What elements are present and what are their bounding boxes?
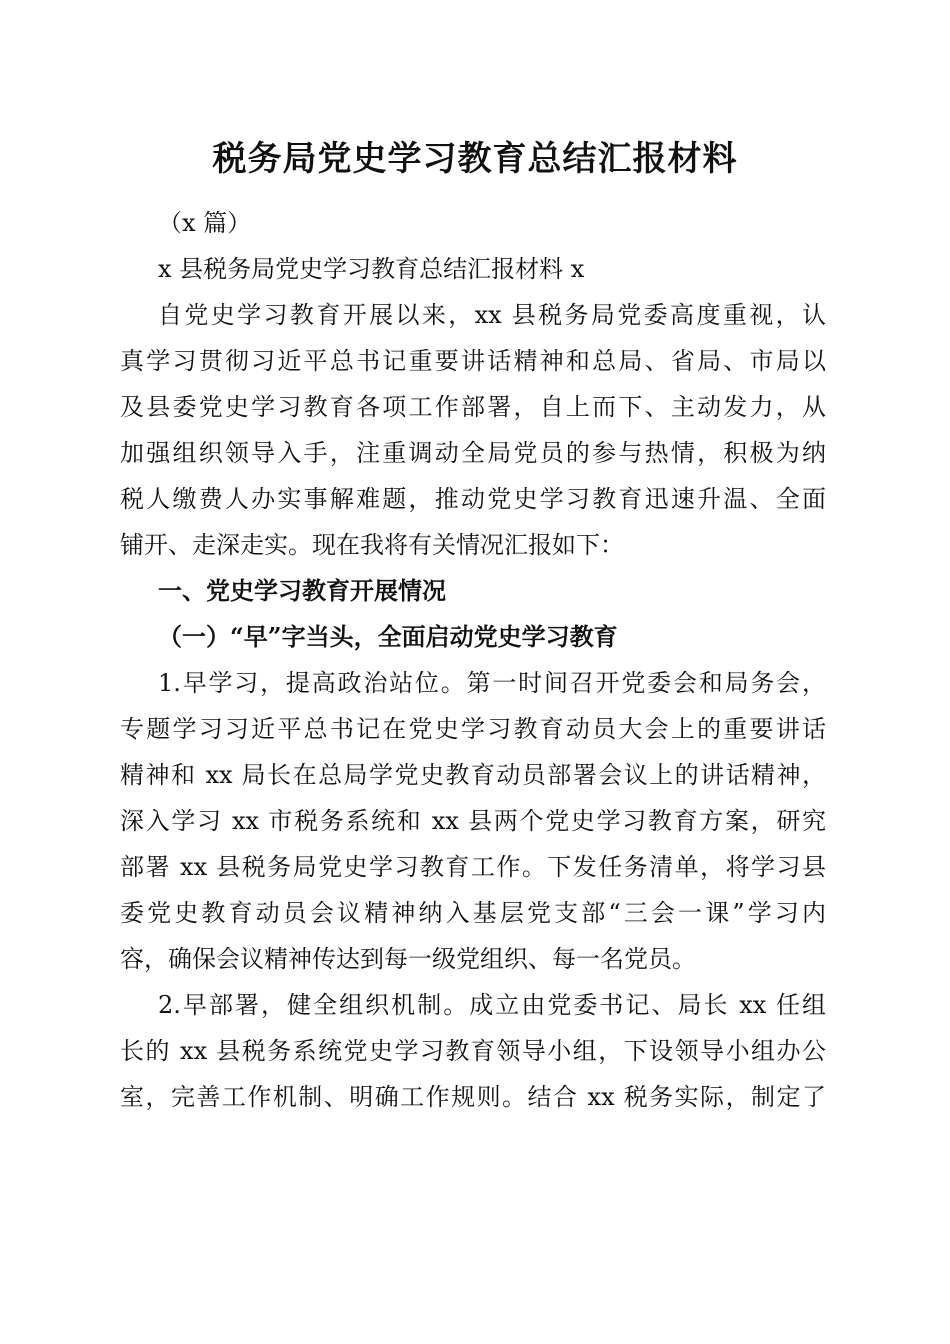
paragraph-line: 委党史教育动员会议精神纳入基层党支部“三会一课”学习内 <box>120 899 826 927</box>
paragraph-line: 室，完善工作机制、明确工作规则。结合 xx 税务实际，制定了 <box>120 1083 826 1111</box>
paragraph-line: 精神和 xx 局长在总局学党史教育动员部署会议上的讲话精神， <box>120 761 826 789</box>
document-body <box>120 200 826 1120</box>
paragraph-line: 专题学习习近平总书记在党史学习教育动员大会上的重要讲话 <box>120 715 826 743</box>
paragraph-line: 真学习贯彻习近平总书记重要讲话精神和总局、省局、市局以 <box>120 347 826 375</box>
subsection-heading: （一）“早”字当头，全面启动党史学习教育 <box>158 622 618 651</box>
section-heading: 一、党史学习教育开展情况 <box>158 577 446 605</box>
paragraph-line: 2.早部署，健全组织机制。成立由党委书记、局长 xx 任组 <box>158 991 826 1019</box>
paragraph-line: 加强组织领导入手，注重调动全局党员的参与热情，积极为纳 <box>120 439 826 467</box>
paragraph-line: 自党史学习教育开展以来，xx 县税务局党委高度重视，认 <box>158 301 826 329</box>
paragraph-line: 及县委党史学习教育各项工作部署，自上而下、主动发力，从 <box>120 393 826 421</box>
paragraph-line: 铺开、走深走实。现在我将有关情况汇报如下： <box>120 531 624 559</box>
paragraph-line: （x 篇） <box>158 209 252 237</box>
paragraph-line: 容，确保会议精神传达到每一级党组织、每一名党员。 <box>120 945 696 973</box>
document-title: 税务局党史学习教育总结汇报材料 <box>212 139 738 179</box>
paragraph-line: 深入学习 xx 市税务系统和 xx 县两个党史学习教育方案，研究 <box>120 807 826 835</box>
paragraph-line: 部署 xx 县税务局党史学习教育工作。下发任务清单，将学习县 <box>120 853 826 881</box>
paragraph-line: x 县税务局党史学习教育总结汇报材料 x <box>158 255 585 283</box>
paragraph-line: 长的 xx 县税务系统党史学习教育领导小组，下设领导小组办公 <box>120 1037 826 1065</box>
paragraph-line: 1.早学习，提高政治站位。第一时间召开党委会和局务会， <box>158 669 826 697</box>
paragraph-line: 税人缴费人办实事解难题，推动党史学习教育迅速升温、全面 <box>120 485 826 513</box>
